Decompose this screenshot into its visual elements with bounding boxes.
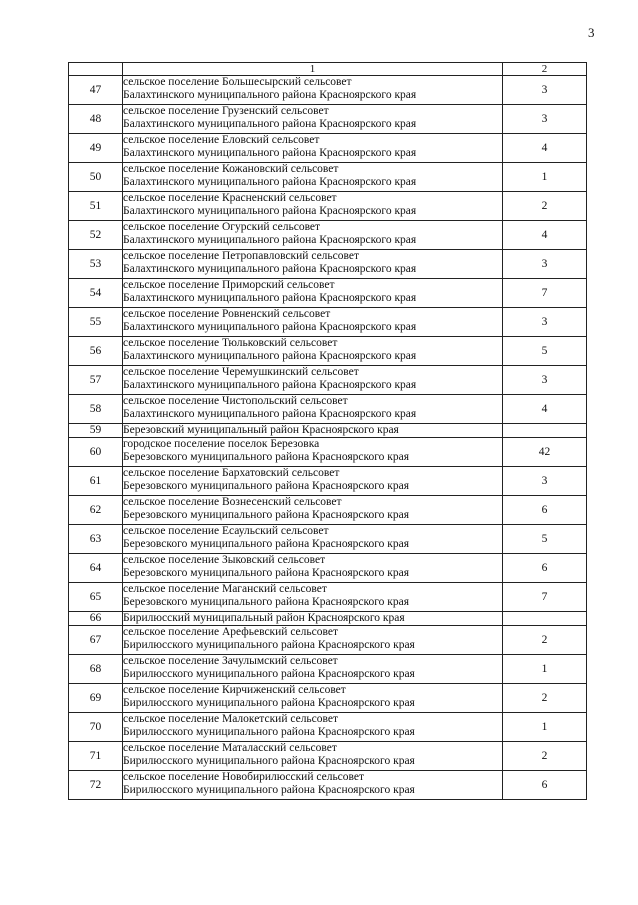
count-value: 3 [503, 366, 587, 395]
settlement-name-cell [123, 525, 503, 554]
settlement-name-cell [123, 279, 503, 308]
settlement-name-line: сельское поселение Малокетский сельсовет [123, 713, 339, 725]
row-number: 59 [69, 424, 123, 438]
settlement-name-line: сельское поселение Черемушкинский сельсовет [123, 366, 359, 378]
settlement-name-line: сельское поселение Огурский сельсовет [123, 221, 321, 233]
settlement-name-line: сельское поселение Зыковский сельсовет [123, 554, 326, 566]
settlement-name-cell [123, 395, 503, 424]
row-number: 54 [69, 279, 123, 308]
table-row [69, 771, 587, 800]
header-cell-name: 1 [123, 63, 503, 76]
row-number: 61 [69, 467, 123, 496]
table-row [69, 395, 587, 424]
settlement-name-cell [123, 221, 503, 250]
row-number: 72 [69, 771, 123, 800]
settlement-name-cell [123, 366, 503, 395]
table-row [69, 221, 587, 250]
row-number: 56 [69, 337, 123, 366]
settlement-name-cell [123, 250, 503, 279]
table-row [69, 655, 587, 684]
district-name-line: Бирилюсского муниципального района Красноярского края [123, 755, 415, 767]
settlement-name-line: сельское поселение Петропавловский сельсовет [123, 250, 359, 262]
settlement-name-cell [123, 438, 503, 467]
table-row [69, 554, 587, 583]
settlement-name-line: сельское поселение Ровненский сельсовет [123, 308, 331, 320]
table-row [69, 467, 587, 496]
table-row [69, 626, 587, 655]
settlement-name-cell [123, 713, 503, 742]
table-row [69, 612, 587, 626]
district-name-line: Балахтинского муниципального района Красноярского края [123, 408, 417, 420]
settlement-name-cell [123, 742, 503, 771]
table-row [69, 337, 587, 366]
count-value: 3 [503, 250, 587, 279]
page-number: 3 [588, 25, 595, 40]
settlement-name-cell [123, 105, 503, 134]
settlement-name-cell [123, 554, 503, 583]
count-value: 2 [503, 192, 587, 221]
settlement-name-cell [123, 655, 503, 684]
settlement-name-line: сельское поселение Маганский сельсовет [123, 583, 327, 595]
count-value [503, 612, 587, 626]
district-name-line: Балахтинского муниципального района Красноярского края [123, 118, 417, 130]
header-cell-number [69, 63, 123, 76]
settlement-name-line: Березовский муниципальный район Красноярского края [123, 424, 399, 436]
settlement-name-line: сельское поселение Приморский сельсовет [123, 279, 335, 291]
settlement-name-line: Бирилюсский муниципальный район Красноярского края [123, 612, 405, 624]
row-number: 53 [69, 250, 123, 279]
settlement-name-line: сельское поселение Бархатовский сельсовет [123, 467, 340, 479]
district-name-line: Березовского муниципального района Красноярского края [123, 538, 410, 550]
count-value [503, 424, 587, 438]
count-value: 7 [503, 583, 587, 612]
district-name-line: Балахтинского муниципального района Красноярского края [123, 89, 417, 101]
row-number: 70 [69, 713, 123, 742]
table-row [69, 684, 587, 713]
settlement-name-cell [123, 424, 503, 438]
settlement-name-line: сельское поселение Чистопольский сельсовет [123, 395, 348, 407]
table-row [69, 279, 587, 308]
row-number: 55 [69, 308, 123, 337]
count-value: 2 [503, 684, 587, 713]
count-value: 1 [503, 163, 587, 192]
district-name-line: Балахтинского муниципального района Красноярского края [123, 234, 417, 246]
district-name-line: Балахтинского муниципального района Красноярского края [123, 176, 417, 188]
row-number: 51 [69, 192, 123, 221]
table-row [69, 250, 587, 279]
settlement-name-line: городское поселение поселок Березовка [123, 438, 320, 450]
settlement-name-line: сельское поселение Красненский сельсовет [123, 192, 337, 204]
row-number: 63 [69, 525, 123, 554]
count-value: 5 [503, 337, 587, 366]
count-value: 3 [503, 308, 587, 337]
row-number: 52 [69, 221, 123, 250]
district-name-line: Балахтинского муниципального района Красноярского края [123, 205, 417, 217]
table-row [69, 424, 587, 438]
settlement-name-cell [123, 467, 503, 496]
count-value: 6 [503, 496, 587, 525]
settlement-name-cell [123, 308, 503, 337]
row-number: 49 [69, 134, 123, 163]
settlement-name-line: сельское поселение Зачулымский сельсовет [123, 655, 338, 667]
district-name-line: Березовского муниципального района Красноярского края [123, 451, 410, 463]
district-name-line: Балахтинского муниципального района Красноярского края [123, 147, 417, 159]
table-row [69, 308, 587, 337]
row-number: 50 [69, 163, 123, 192]
count-value: 5 [503, 525, 587, 554]
district-name-line: Балахтинского муниципального района Красноярского края [123, 292, 417, 304]
row-number: 62 [69, 496, 123, 525]
header-cell-value: 2 [503, 63, 587, 76]
count-value: 7 [503, 279, 587, 308]
count-value: 3 [503, 467, 587, 496]
settlement-name-cell [123, 771, 503, 800]
settlement-name-cell [123, 76, 503, 105]
table-row [69, 583, 587, 612]
district-name-line: Балахтинского муниципального района Красноярского края [123, 321, 417, 333]
settlement-name-cell [123, 192, 503, 221]
district-name-line: Балахтинского муниципального района Красноярского края [123, 379, 417, 391]
count-value: 1 [503, 713, 587, 742]
table-row [69, 105, 587, 134]
row-number: 58 [69, 395, 123, 424]
table-row [69, 713, 587, 742]
district-name-line: Бирилюсского муниципального района Красноярского края [123, 726, 415, 738]
count-value: 2 [503, 742, 587, 771]
row-number: 67 [69, 626, 123, 655]
settlement-name-cell [123, 684, 503, 713]
row-number: 69 [69, 684, 123, 713]
table-row [69, 438, 587, 467]
settlement-name-line: сельское поселение Есаульский сельсовет [123, 525, 329, 537]
settlement-name-line: сельское поселение Кожановский сельсовет [123, 163, 339, 175]
settlement-name-cell [123, 626, 503, 655]
settlement-name-line: сельское поселение Большесырский сельсовет [123, 76, 352, 88]
row-number: 47 [69, 76, 123, 105]
row-number: 65 [69, 583, 123, 612]
settlement-name-line: сельское поселение Еловский сельсовет [123, 134, 320, 146]
count-value: 4 [503, 134, 587, 163]
settlement-name-cell [123, 163, 503, 192]
district-name-line: Бирилюсского муниципального района Красноярского края [123, 668, 415, 680]
count-value: 1 [503, 655, 587, 684]
table-row [69, 163, 587, 192]
settlement-name-cell [123, 612, 503, 626]
row-number: 66 [69, 612, 123, 626]
count-value: 4 [503, 395, 587, 424]
settlement-name-line: сельское поселение Грузенский сельсовет [123, 105, 329, 117]
settlement-name-cell [123, 337, 503, 366]
settlement-name-cell [123, 496, 503, 525]
settlements-table [68, 62, 587, 800]
count-value: 2 [503, 626, 587, 655]
row-number: 60 [69, 438, 123, 467]
count-value: 6 [503, 771, 587, 800]
settlement-name-line: сельское поселение Арефьевский сельсовет [123, 626, 338, 638]
settlement-name-line: сельское поселение Вознесенский сельсовет [123, 496, 342, 508]
district-name-line: Березовского муниципального района Красноярского края [123, 596, 410, 608]
district-name-line: Березовского муниципального района Красноярского края [123, 567, 410, 579]
settlement-name-line: сельское поселение Тюльковский сельсовет [123, 337, 338, 349]
table-row [69, 742, 587, 771]
table-row [69, 134, 587, 163]
row-number: 64 [69, 554, 123, 583]
table-row [69, 192, 587, 221]
settlement-name-cell [123, 583, 503, 612]
table-row [69, 76, 587, 105]
table-row [69, 366, 587, 395]
district-name-line: Балахтинского муниципального района Красноярского края [123, 350, 417, 362]
district-name-line: Бирилюсского муниципального района Красноярского края [123, 784, 415, 796]
settlement-name-line: сельское поселение Новобирилюсский сельсовет [123, 771, 365, 783]
district-name-line: Балахтинского муниципального района Красноярского края [123, 263, 417, 275]
count-value: 42 [503, 438, 587, 467]
table-row [69, 525, 587, 554]
row-number: 68 [69, 655, 123, 684]
count-value: 3 [503, 76, 587, 105]
table-header-row [69, 63, 587, 76]
district-name-line: Березовского муниципального района Красноярского края [123, 480, 410, 492]
count-value: 3 [503, 105, 587, 134]
row-number: 57 [69, 366, 123, 395]
row-number: 71 [69, 742, 123, 771]
table-row [69, 496, 587, 525]
count-value: 6 [503, 554, 587, 583]
settlement-name-cell [123, 134, 503, 163]
district-name-line: Бирилюсского муниципального района Красноярского края [123, 639, 415, 651]
settlement-name-line: сельское поселение Кирчиженский сельсовет [123, 684, 346, 696]
row-number: 48 [69, 105, 123, 134]
settlement-name-line: сельское поселение Маталасский сельсовет [123, 742, 337, 754]
district-name-line: Бирилюсского муниципального района Красноярского края [123, 697, 415, 709]
count-value: 4 [503, 221, 587, 250]
district-name-line: Березовского муниципального района Красноярского края [123, 509, 410, 521]
